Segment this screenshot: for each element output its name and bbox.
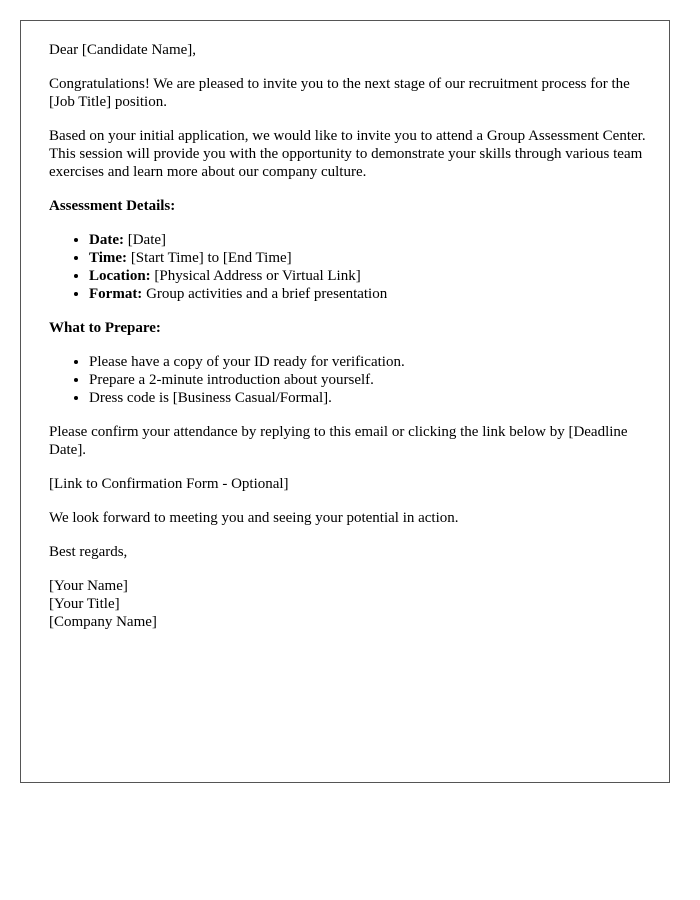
list-item: • Prepare a 2-minute introduction about yourself. <box>89 371 649 389</box>
list-item <box>89 267 649 285</box>
intro-paragraph: Congratulations! We are pleased to invite you to the next stage of our recruitment process for the [Job Title] position. <box>49 76 630 110</box>
signature-block <box>49 577 649 631</box>
greeting: Dear [Candidate Name], <box>49 42 197 58</box>
detail-value: Group activities and a brief presentation <box>142 286 388 302</box>
detail-value: [Start Time] to [End Time] <box>127 250 292 266</box>
list-item: • Dress code is [Business Casual/Formal]. <box>89 389 649 407</box>
assessment-details-list <box>49 231 649 303</box>
detail-label: Date: <box>89 232 124 248</box>
detail-value: [Date] <box>123 232 167 248</box>
signature-title: [Your Title] <box>49 596 120 612</box>
list-item: • Please have a copy of your ID ready for verification. <box>89 353 649 371</box>
detail-label: Format: <box>89 286 143 302</box>
assessment-details-heading: Assessment Details: <box>49 198 176 214</box>
list-item <box>89 249 649 267</box>
list-item <box>89 231 649 249</box>
confirmation-link-placeholder: [Link to Confirmation Form - Optional] <box>49 476 289 492</box>
list-item <box>89 285 649 303</box>
closing-paragraph: We look forward to meeting you and seeing your potential in action. <box>49 510 459 526</box>
sign-off: Best regards, <box>49 544 128 560</box>
invitation-paragraph: Based on your initial application, we would like to invite you to attend a Group Assessment Center. This session will provide you with the opportunity to demonstrate your skills through various team exercises and learn more about our company culture. <box>49 128 646 180</box>
detail-value: [Physical Address or Virtual Link] <box>150 268 361 284</box>
what-to-prepare-heading: What to Prepare: <box>49 320 161 336</box>
confirm-paragraph: Please confirm your attendance by replying to this email or clicking the link below by [Deadline Date]. <box>49 424 628 458</box>
letter-container <box>20 20 670 783</box>
detail-label: Time: <box>89 250 128 266</box>
signature-name: [Your Name] <box>49 578 128 594</box>
signature-company: [Company Name] <box>49 614 157 630</box>
detail-label: Location: <box>89 268 151 284</box>
prepare-list <box>49 353 649 407</box>
